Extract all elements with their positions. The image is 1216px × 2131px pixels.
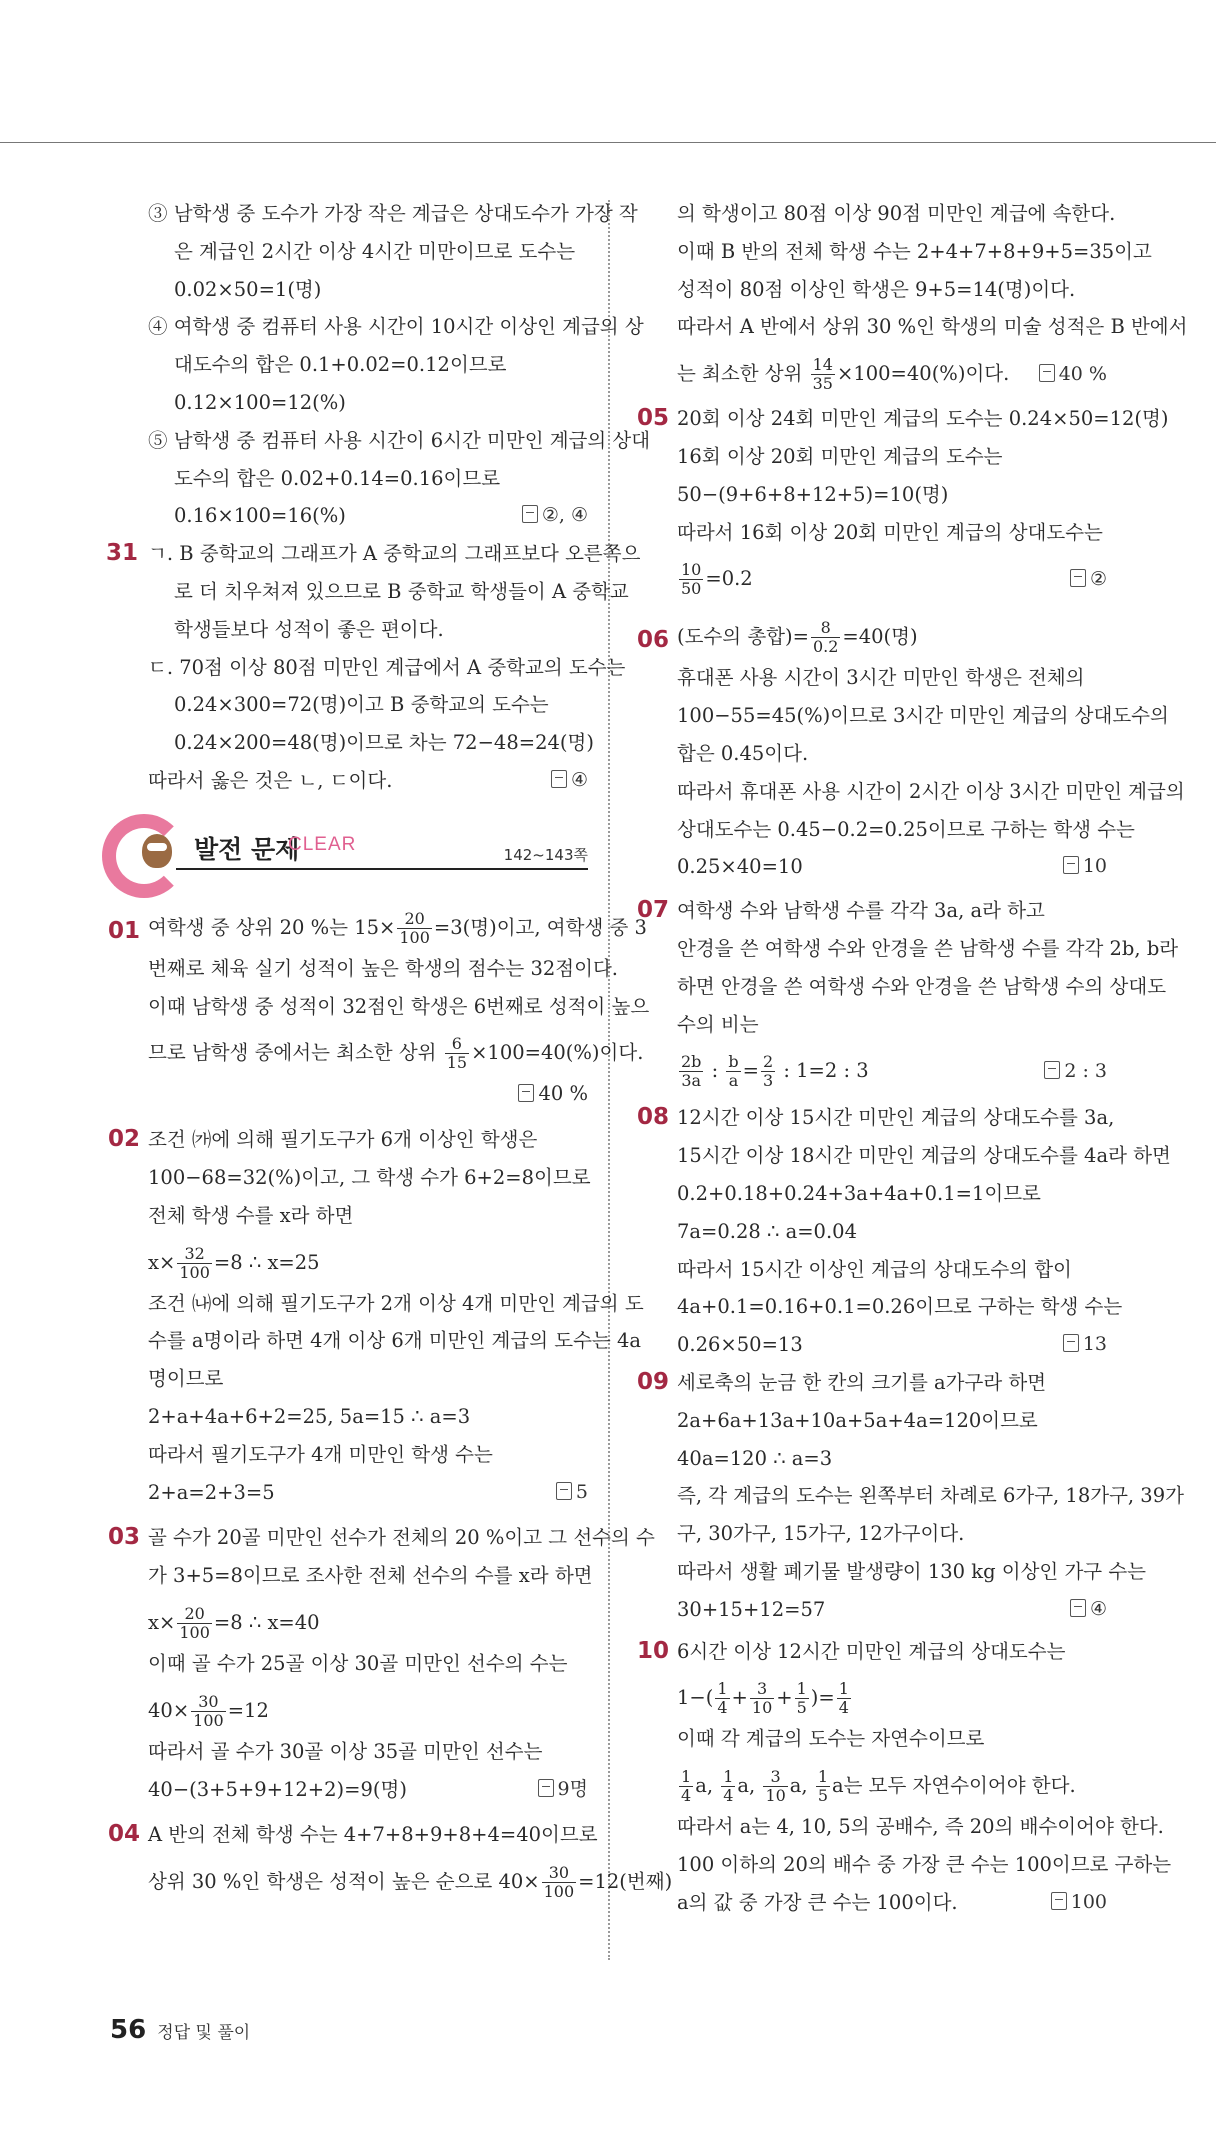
answer-mark bbox=[522, 497, 588, 535]
right-column bbox=[637, 195, 1188, 1921]
answer-box-icon bbox=[1039, 364, 1055, 382]
numerator: 1 bbox=[796, 1679, 807, 1699]
solution-line: 2+a+4a+6+2=25, 5a=15 ∴ a=3 bbox=[148, 1404, 471, 1428]
problem-09 bbox=[637, 1364, 1184, 1629]
solution-line: 4a+0.1=0.16+0.1=0.26이므로 구하는 학생 수는 bbox=[677, 1295, 1123, 1319]
denominator: 100 bbox=[543, 1882, 575, 1902]
solution-line: 0.12×100=12(%) bbox=[174, 390, 346, 414]
text: 1−( bbox=[677, 1686, 714, 1710]
denominator: 100 bbox=[179, 1622, 210, 1642]
numerator: 3 bbox=[756, 1679, 768, 1699]
answer-text: 10 bbox=[1082, 855, 1107, 878]
solution-text: 2+a=2+3=5 bbox=[148, 1480, 275, 1504]
problem-number: 06 bbox=[637, 627, 670, 654]
numerator: 14 bbox=[812, 355, 833, 375]
text: =40(명) bbox=[842, 625, 918, 649]
text: =3(명)이고, 여학생 중 3 bbox=[433, 915, 647, 939]
solution-text: 0.26×50=13 bbox=[677, 1333, 803, 1357]
denominator: 5 bbox=[796, 1698, 807, 1718]
solution-line: 0.2+0.18+0.24+3a+4a+0.1=1이므로 bbox=[677, 1181, 1041, 1205]
solution-text: a의 값 중 가장 큰 수는 100이다. bbox=[677, 1890, 958, 1914]
solution-line bbox=[108, 1860, 673, 1904]
solution-line: 따라서 필기도구가 4개 미만인 학생 수는 bbox=[148, 1442, 493, 1466]
problem-06 bbox=[637, 615, 1185, 886]
numerator: 20 bbox=[404, 908, 425, 928]
solution-line: 0.02×50=1(명) bbox=[174, 277, 322, 301]
text: : 1=2 : 3 bbox=[777, 1059, 869, 1083]
column-divider bbox=[608, 200, 610, 1960]
text: =12(번째) bbox=[578, 1870, 673, 1894]
problem-number: 09 bbox=[637, 1368, 670, 1395]
numerator: 8 bbox=[820, 618, 831, 638]
answer-text: ④ bbox=[1089, 1597, 1107, 1620]
solution-line: ⑤ 남학생 중 컴퓨터 사용 시간이 6시간 미만인 계급의 상대 bbox=[148, 428, 651, 452]
solution-line: 세로축의 눈금 한 칸의 크기를 a가구라 하면 bbox=[677, 1370, 1047, 1394]
denominator: 3 bbox=[762, 1071, 774, 1091]
fraction bbox=[837, 1680, 851, 1717]
answer-text: 40 % bbox=[538, 1082, 588, 1106]
numerator: 2b bbox=[681, 1052, 702, 1072]
solution-text: 따라서 옳은 것은 ㄴ, ㄷ이다. bbox=[148, 768, 393, 792]
problem-number: 10 bbox=[637, 1637, 670, 1664]
answer-mark bbox=[551, 762, 588, 800]
denominator: 4 bbox=[838, 1698, 849, 1718]
mascot-icon bbox=[142, 834, 172, 868]
text: 므로 남학생 중에서는 최소한 상위 bbox=[148, 1041, 443, 1065]
solution-line: 여학생 수와 남학생 수를 각각 3a, a라 하고 bbox=[677, 899, 1045, 923]
fraction bbox=[679, 1053, 703, 1090]
solution-line: 이때 남학생 중 성적이 32점인 학생은 6번째로 성적이 높으 bbox=[148, 994, 650, 1018]
problem-08 bbox=[637, 1099, 1171, 1364]
denominator: 10 bbox=[765, 1786, 786, 1806]
solution-line bbox=[637, 1676, 1107, 1720]
text: 40× bbox=[148, 1698, 190, 1722]
answer-mark bbox=[538, 1771, 588, 1809]
text: 여학생 중 상위 20 %는 15× bbox=[148, 915, 396, 939]
solution-line: 따라서 16회 이상 20회 미만인 계급의 상대도수는 bbox=[677, 520, 1103, 544]
solution-line bbox=[637, 1049, 1107, 1093]
fraction bbox=[811, 619, 840, 656]
denominator: a bbox=[726, 1071, 740, 1090]
denominator: 100 bbox=[399, 927, 430, 947]
text: = bbox=[742, 1059, 759, 1083]
solution-line: 대도수의 합은 0.1+0.02=0.12이므로 bbox=[174, 353, 507, 377]
fraction bbox=[816, 1768, 830, 1805]
solution-line: 이때 각 계급의 도수는 자연수이므로 bbox=[677, 1727, 985, 1751]
solution-line: ㄷ. 70점 이상 80점 미만인 계급에서 A 중학교의 도수는 bbox=[148, 655, 626, 679]
answer-mark bbox=[1070, 1591, 1107, 1629]
solution-line: 의 학생이고 80점 이상 90점 미만인 계급에 속한다. bbox=[677, 202, 1116, 225]
solution-line: 12시간 이상 15시간 미만인 계급의 상대도수를 3a, bbox=[677, 1106, 1115, 1130]
solution-line bbox=[108, 1031, 644, 1075]
denominator: 4 bbox=[681, 1786, 692, 1806]
numerator: 20 bbox=[184, 1603, 205, 1623]
answer-mark bbox=[1039, 352, 1107, 396]
text: =0.2 bbox=[705, 567, 753, 591]
page-footer bbox=[110, 2015, 250, 2045]
numerator: 6 bbox=[451, 1034, 462, 1054]
denominator: 100 bbox=[193, 1710, 224, 1730]
solution-line: 즉, 각 계급의 도수는 왼쪽부터 차례로 6가구, 18가구, 39가 bbox=[677, 1484, 1184, 1508]
solution-line: 조건 ㈏에 의해 필기도구가 2개 이상 4개 미만인 계급의 도 bbox=[148, 1291, 644, 1315]
text: =8 ∴ x=25 bbox=[213, 1250, 320, 1274]
answer-text: ②, ④ bbox=[541, 504, 588, 527]
text: 상위 30 %인 학생은 성적이 높은 순으로 40× bbox=[148, 1870, 540, 1894]
denominator: 0.2 bbox=[812, 637, 839, 657]
solution-line: 가 3+5=8이므로 조사한 전체 선수의 수를 x라 하면 bbox=[148, 1564, 593, 1588]
section-subtitle: CLEAR bbox=[288, 833, 357, 855]
solution-line: 따라서 A 반에서 상위 30 %인 학생의 미술 성적은 B 반에서 bbox=[677, 315, 1188, 339]
solution-line bbox=[108, 1474, 588, 1512]
solution-line: 100−68=32(%)이고, 그 학생 수가 6+2=8이므로 bbox=[148, 1165, 591, 1189]
answer-mark bbox=[1044, 1049, 1107, 1093]
text: ×100=40(%)이다. bbox=[471, 1041, 644, 1065]
solution-line: 수를 a명이라 하면 4개 이상 6개 미만인 계급의 도수는 4a bbox=[148, 1329, 641, 1353]
solution-line: 합은 0.45이다. bbox=[677, 741, 809, 765]
answer-text: ④ bbox=[570, 768, 588, 791]
solution-line: 100 이하의 20의 배수 중 가장 큰 수는 100이므로 구하는 bbox=[677, 1852, 1172, 1876]
problem-number: 04 bbox=[108, 1821, 141, 1848]
answer-mark bbox=[1063, 1326, 1107, 1364]
denominator: 4 bbox=[723, 1786, 734, 1806]
answer-text: 5 bbox=[575, 1480, 588, 1503]
fraction bbox=[177, 1245, 212, 1282]
header-rule bbox=[0, 142, 1216, 143]
solution-line bbox=[637, 1884, 1107, 1922]
answer-mark bbox=[108, 1075, 588, 1113]
solution-line: 골 수가 20골 미만인 선수가 전체의 20 %이고 그 선수의 수 bbox=[148, 1526, 655, 1550]
numerator: 1 bbox=[717, 1679, 728, 1699]
solution-line: 0.24×300=72(명)이고 B 중학교의 도수는 bbox=[174, 693, 549, 717]
continued-solution bbox=[637, 195, 1188, 396]
solution-line: 50−(9+6+8+12+5)=10(명) bbox=[677, 482, 949, 506]
solution-line: 번째로 체육 실기 성적이 높은 학생의 점수는 32점이다. bbox=[148, 956, 618, 980]
denominator: 5 bbox=[817, 1786, 829, 1806]
solution-line: 6시간 이상 12시간 미만인 계급의 상대도수는 bbox=[677, 1639, 1066, 1663]
solution-line bbox=[108, 1689, 588, 1733]
answer-mark bbox=[1063, 848, 1107, 886]
fraction bbox=[715, 1680, 729, 1717]
solution-line: 안경을 쓴 여학생 수와 안경을 쓴 남학생 수를 각각 2b, b라 bbox=[677, 936, 1179, 960]
solution-line: 명이므로 bbox=[148, 1367, 224, 1391]
numerator: 1 bbox=[681, 1767, 692, 1787]
solution-line: A 반의 전체 학생 수는 4+7+8+9+8+4=40이므로 bbox=[148, 1823, 598, 1847]
answer-box-icon bbox=[1070, 569, 1086, 587]
problem-number: 05 bbox=[637, 405, 670, 432]
problem-number: 01 bbox=[108, 917, 141, 944]
answer-text: 9명 bbox=[557, 1777, 588, 1800]
footer-label: 정답 및 풀이 bbox=[157, 2023, 251, 2043]
answer-mark bbox=[556, 1474, 588, 1512]
solution-line bbox=[108, 906, 647, 950]
solution-line: 하면 안경을 쓴 여학생 수와 안경을 쓴 남학생 수의 상대도 bbox=[677, 974, 1167, 998]
denominator: 3a bbox=[679, 1071, 703, 1090]
numerator: 1 bbox=[723, 1767, 734, 1787]
solution-line: 로 더 치우쳐져 있으므로 B 중학교 학생들이 A 중학교 bbox=[174, 579, 629, 603]
solution-line: 이때 B 반의 전체 학생 수는 2+4+7+8+9+5=35이고 bbox=[677, 239, 1152, 263]
solution-line: 15시간 이상 18시간 미만인 계급의 상대도수를 4a라 하면 bbox=[677, 1144, 1171, 1168]
answer-text: 100 bbox=[1070, 1890, 1107, 1913]
denominator: 4 bbox=[717, 1698, 728, 1718]
solution-line: 수의 비는 bbox=[677, 1012, 759, 1036]
text: (도수의 총합)= bbox=[677, 625, 809, 649]
solution-line: 학생들보다 성적이 좋은 편이다. bbox=[174, 617, 444, 641]
denominator: 15 bbox=[446, 1053, 468, 1073]
text: a, bbox=[789, 1774, 814, 1798]
solution-line bbox=[637, 1326, 1107, 1364]
text: 는 최소한 상위 bbox=[677, 362, 809, 386]
solution-line bbox=[108, 762, 588, 800]
numerator: 30 bbox=[198, 1691, 219, 1711]
answer-text: ② bbox=[1089, 568, 1107, 591]
text: a는 모두 자연수이어야 한다. bbox=[832, 1774, 1076, 1798]
page-number: 56 bbox=[110, 2015, 147, 2045]
answer-box-icon bbox=[1051, 1892, 1067, 1910]
denominator: 35 bbox=[812, 374, 833, 394]
numerator: b bbox=[728, 1052, 739, 1072]
solution-line bbox=[637, 557, 1107, 601]
solution-line: 20회 이상 24회 미만인 계급의 도수는 0.24×50=12(명) bbox=[677, 407, 1169, 431]
numerator: 10 bbox=[681, 560, 702, 580]
answer-box-icon bbox=[1070, 1599, 1086, 1617]
fraction bbox=[750, 1680, 774, 1717]
page-range: 142~143쪽 bbox=[503, 845, 588, 864]
answer-box-icon bbox=[518, 1084, 534, 1102]
answer-box-icon bbox=[522, 505, 538, 523]
solution-line: 2a+6a+13a+10a+5a+4a=120이므로 bbox=[677, 1408, 1038, 1432]
solution-line: 40a=120 ∴ a=3 bbox=[677, 1446, 833, 1470]
problem-03 bbox=[108, 1519, 655, 1808]
solution-line bbox=[637, 352, 1107, 396]
problem-number: 08 bbox=[637, 1104, 670, 1131]
text: + bbox=[776, 1686, 793, 1710]
answer-text: 13 bbox=[1082, 1333, 1107, 1356]
solution-line: ③ 남학생 중 도수가 가장 작은 계급은 상대도수가 가장 작 bbox=[148, 202, 638, 225]
problem-04 bbox=[108, 1816, 673, 1904]
answer-box-icon bbox=[1063, 856, 1079, 874]
solution-line: 도수의 합은 0.02+0.14=0.16이므로 bbox=[174, 466, 501, 490]
answer-box-icon bbox=[1044, 1061, 1060, 1079]
solution-line bbox=[637, 1764, 1107, 1808]
fraction bbox=[721, 1768, 735, 1805]
numerator: 2 bbox=[762, 1052, 774, 1072]
numerator: 1 bbox=[838, 1679, 849, 1699]
solution-line bbox=[637, 1591, 1107, 1629]
section-rule bbox=[176, 868, 588, 870]
solution-line: 따라서 생활 폐기물 발생량이 130 kg 이상인 가구 수는 bbox=[677, 1559, 1147, 1583]
solution-line: ④ 여학생 중 컴퓨터 사용 시간이 10시간 이상인 계급의 상 bbox=[148, 315, 644, 339]
solution-line: 따라서 15시간 이상인 계급의 상대도수의 합이 bbox=[677, 1257, 1072, 1281]
answer-text: 40 % bbox=[1058, 363, 1107, 386]
problem-number: 02 bbox=[108, 1126, 141, 1153]
answer-box-icon bbox=[556, 1482, 572, 1500]
solution-line: 구, 30가구, 15가구, 12가구이다. bbox=[677, 1522, 965, 1546]
solution-line: 상대도수는 0.45−0.2=0.25이므로 구하는 학생 수는 bbox=[677, 817, 1135, 841]
solution-line: 은 계급인 2시간 이상 4시간 미만이므로 도수는 bbox=[174, 239, 576, 263]
solution-line: 성적이 80점 이상인 학생은 9+5=14(명)이다. bbox=[677, 277, 1076, 301]
fraction bbox=[177, 1605, 212, 1642]
problem-07 bbox=[637, 892, 1179, 1093]
problem-number: 07 bbox=[637, 897, 670, 924]
fraction bbox=[445, 1035, 469, 1072]
solution-line: 전체 학생 수를 x라 하면 bbox=[148, 1203, 354, 1227]
solution-line bbox=[108, 497, 588, 535]
solution-line: 따라서 휴대폰 사용 시간이 2시간 이상 3시간 미만인 계급의 bbox=[677, 779, 1185, 803]
text: x× bbox=[148, 1610, 176, 1634]
problem-02 bbox=[108, 1121, 644, 1511]
answer-box-icon bbox=[538, 1779, 554, 1797]
text: =8 ∴ x=40 bbox=[213, 1610, 320, 1634]
section-title: 발전 문제 bbox=[194, 834, 300, 864]
answer-box-icon bbox=[1063, 1334, 1079, 1352]
solution-line: 따라서 골 수가 30골 이상 35골 미만인 선수는 bbox=[148, 1739, 543, 1763]
solution-text: 40−(3+5+9+12+2)=9(명) bbox=[148, 1777, 407, 1801]
solution-line: 조건 ㈎에 의해 필기도구가 6개 이상인 학생은 bbox=[148, 1128, 538, 1152]
denominator: 100 bbox=[179, 1262, 210, 1282]
text: )= bbox=[810, 1686, 835, 1710]
solution-text: 30+15+12=57 bbox=[677, 1597, 826, 1621]
answer-mark bbox=[1051, 1884, 1107, 1922]
solution-line: 0.24×200=48(명)이므로 차는 72−48=24(명) bbox=[174, 731, 594, 755]
answer-text: 2 : 3 bbox=[1064, 1060, 1107, 1083]
fraction bbox=[397, 910, 432, 947]
fraction bbox=[542, 1864, 577, 1901]
solution-line: 100−55=45(%)이므로 3시간 미만인 계급의 상대도수의 bbox=[677, 704, 1169, 728]
text: x× bbox=[148, 1250, 176, 1274]
problem-number: 03 bbox=[108, 1524, 141, 1551]
solution-line bbox=[108, 1241, 588, 1285]
text: : bbox=[705, 1059, 725, 1083]
text: a, bbox=[737, 1774, 762, 1798]
solution-line: 7a=0.28 ∴ a=0.04 bbox=[677, 1219, 857, 1243]
fraction bbox=[679, 1768, 693, 1805]
denominator: 10 bbox=[751, 1698, 773, 1718]
solution-line bbox=[108, 1601, 588, 1645]
numerator: 30 bbox=[548, 1863, 570, 1883]
problem-number: 31 bbox=[106, 540, 139, 567]
numerator: 1 bbox=[817, 1767, 829, 1787]
text: =12 bbox=[227, 1698, 269, 1722]
answer-box-icon bbox=[551, 770, 567, 788]
fraction bbox=[191, 1693, 226, 1730]
solution-line: ㄱ. B 중학교의 그래프가 A 중학교의 그래프보다 오른쪽으 bbox=[148, 542, 641, 566]
text: + bbox=[731, 1686, 748, 1710]
fraction bbox=[726, 1053, 740, 1090]
text: ×100=40(%)이다. bbox=[836, 362, 1010, 386]
solution-line bbox=[108, 1771, 588, 1809]
fraction bbox=[679, 561, 703, 598]
problem-01 bbox=[108, 906, 650, 1113]
solution-line: 이때 골 수가 25골 이상 30골 미만인 선수의 수는 bbox=[148, 1651, 568, 1675]
fraction bbox=[763, 1768, 787, 1805]
solution-line: 16회 이상 20회 미만인 계급의 도수는 bbox=[677, 444, 1003, 468]
problem-31 bbox=[106, 535, 641, 800]
solution-line bbox=[637, 848, 1107, 886]
answer-mark bbox=[1070, 557, 1107, 601]
fraction bbox=[795, 1680, 809, 1717]
section-banner bbox=[102, 812, 588, 892]
problem-10 bbox=[637, 1633, 1172, 1922]
solution-text: 0.16×100=16(%) bbox=[174, 504, 346, 528]
numerator: 3 bbox=[770, 1767, 781, 1787]
denominator: 50 bbox=[681, 579, 702, 599]
solution-line bbox=[637, 615, 1107, 659]
solution-text: 0.25×40=10 bbox=[677, 855, 803, 879]
problem-05 bbox=[637, 400, 1169, 601]
fraction bbox=[811, 356, 835, 393]
continued-solution bbox=[108, 195, 651, 535]
text: a, bbox=[695, 1774, 720, 1798]
fraction bbox=[761, 1053, 775, 1090]
solution-line: 휴대폰 사용 시간이 3시간 미만인 학생은 전체의 bbox=[677, 666, 1085, 690]
solution-line: 따라서 a는 4, 10, 5의 공배수, 즉 20의 배수이어야 한다. bbox=[677, 1815, 1164, 1839]
numerator: 32 bbox=[184, 1243, 205, 1263]
